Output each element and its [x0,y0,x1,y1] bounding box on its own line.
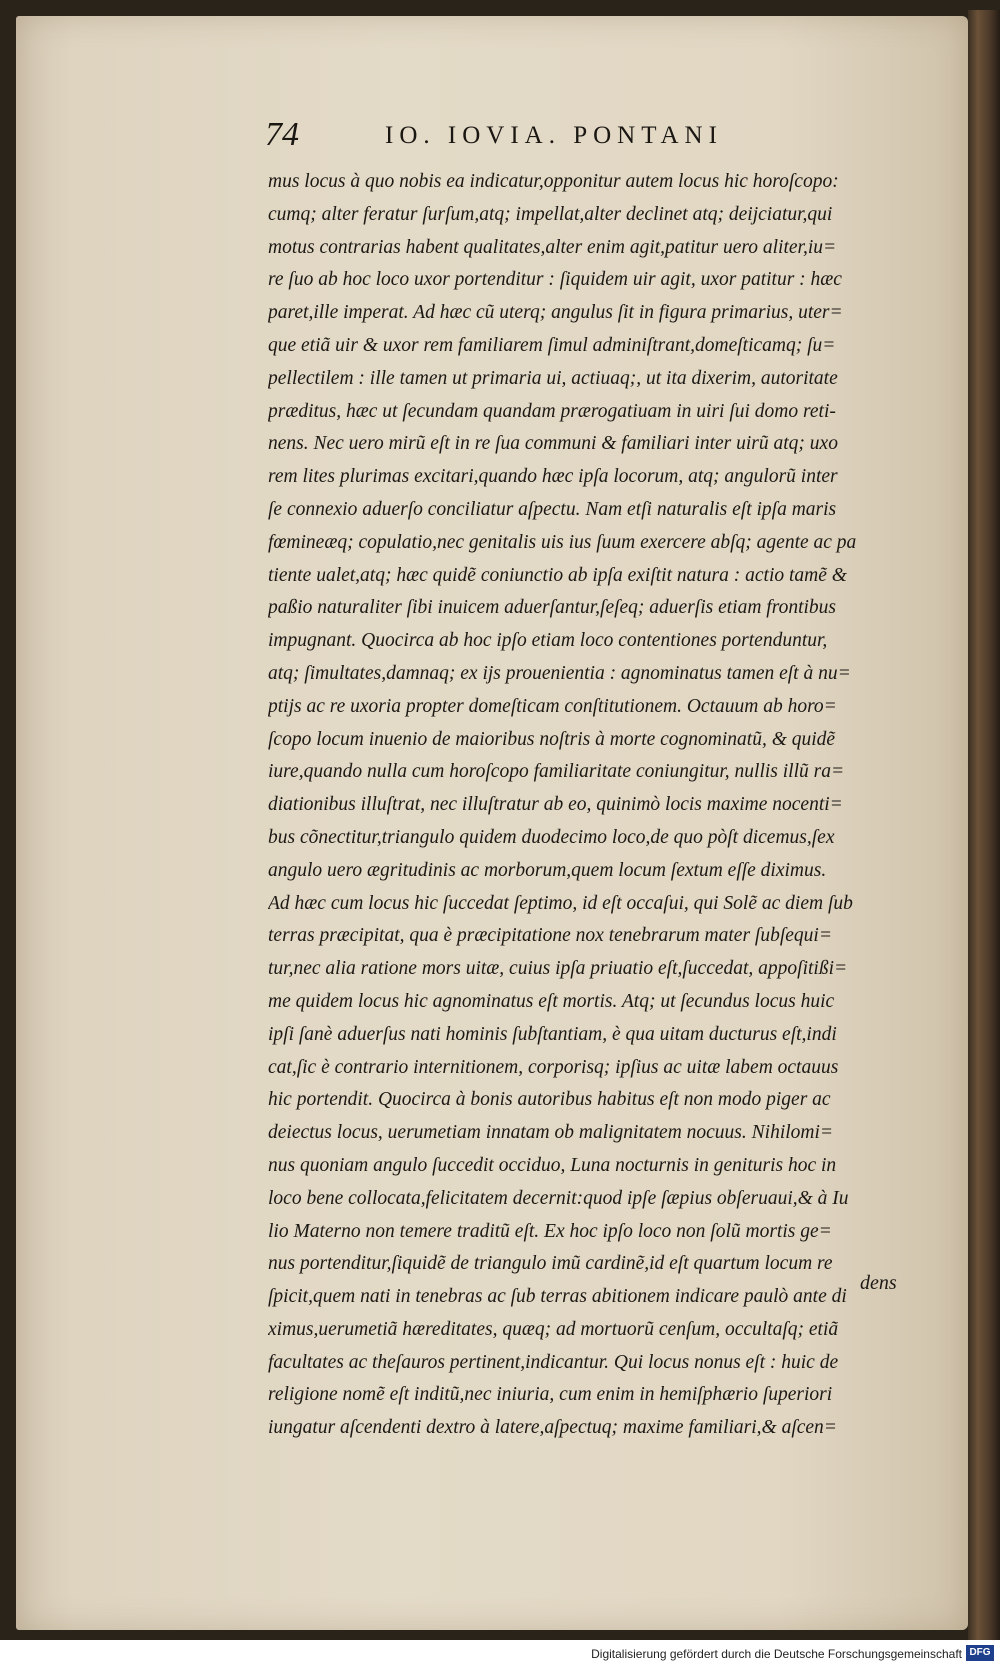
text-line: facultates ac theſauros pertinent,indicantur. Qui locus nonus eſt : huic de [268,1351,839,1373]
text-line: ſpicit,quem nati in tenebras ac ſub terras abitionem indicare paulò ante di [268,1286,847,1308]
page-header [265,116,845,160]
text-line: cat,ſic è contrario internitionem, corporisq; ipſius ac uitæ labem octauus [268,1056,839,1078]
book-edge [968,10,1000,1640]
text-line: paret,ille imperat. Ad hæc cũ uterq; angulus ſit in figura primarius, uter= [268,302,843,324]
text-line: pellectilem : ille tamen ut primaria ui, actiuaq;, ut ita dixerim, autoritate [268,367,838,389]
catchword: dens [860,1272,897,1294]
text-line: nens. Nec uero mirũ eſt in re ſua communi & familiari inter uirũ atq; uxo [268,433,838,455]
text-line: terras præcipitat, qua è præcipitatione nox tenebrarum mater ſubſequi= [268,925,832,947]
dfg-logo: DFG [966,1645,994,1661]
text-line: nus quoniam angulo ſuccedit occiduo, Luna nocturnis in genituris hoc in [268,1154,837,1176]
text-line: atq; ſimultates,damnaq; ex ijs prouenientia : agnominatus tamen eſt à nu= [268,662,851,684]
text-line: me quidem locus hic agnominatus eſt mortis. Atq; ut ſecundus locus huic [268,990,835,1012]
text-line: fœmineæq; copulatio,nec genitalis uis ius ſuum exercere abſq; agente ac pa [268,531,857,553]
text-line: tur,nec alia ratione mors uitæ, cuius ipſa priuatio eſt,ſuccedat, appoſitißi= [268,958,848,980]
text-line: que etiã uir & uxor rem familiarem ſimul adminiſtrant,domeſticamq; ſu= [268,334,836,356]
text-line: deiectus locus, uerumetiam innatam ob malignitatem nocuus. Nihilomi= [268,1122,834,1144]
text-line: bus cõnectitur,triangulo quidem duodecimo loco,de quo pòſt dicemus,ſex [268,826,835,848]
text-line: rem lites plurimas excitari,quando hæc ipſa locorum, atq; angulorũ inter [268,466,838,488]
text-line: lio Materno non temere traditũ eſt. Ex hoc ipſo loco non ſolũ mortis ge= [268,1220,832,1242]
text-line: impugnant. Quocirca ab hoc ipſo etiam loco contentiones portenduntur, [268,630,828,652]
text-line: ſcopo locum inuenio de maioribus noſtris à morte cognominatũ, & quidẽ [268,728,836,750]
footer-credit: Digitalisierung gefördert durch die Deutsche Forschungsgemeinschaft [591,1647,962,1661]
text-line: religione nomẽ eſt inditũ,nec iniuria, cum enim in hemiſphærio ſuperiori [268,1384,833,1406]
text-line: iure,quando nulla cum horoſcopo familiaritate coniungitur, nullis illũ ra= [268,761,845,783]
text-line: angulo uero ægritudinis ac morborum,quem locum ſextum eſſe diximus. [268,859,827,881]
text-line: ptijs ac re uxoria propter domeſticam conſtitutionem. Octauum ab horo= [268,695,837,717]
text-line: hic portendit. Quocirca à bonis autoribus habitus eſt non modo piger ac [268,1089,831,1111]
text-line: paßio naturaliter ſibi inuicem aduerſantur,ſeſeq; aduerſis etiam frontibus [268,597,836,619]
running-head: IO. IOVIA. PONTANI [385,122,723,149]
text-line: ipſi ſanè aduerſus nati hominis ſubſtantiam, è qua uitam ducturus eſt,indi [268,1023,837,1045]
text-line: cumq; alter feratur ſurſum,atq; impellat,alter declinet atq; deijciatur,qui [268,203,833,225]
text-line: diationibus illuſtrat, nec illuſtratur ab eo, quinimò locis maxime nocenti= [268,794,843,816]
text-line: tiente ualet,atq; hæc quidẽ coniunctio ab ipſa exiſtit natura : actio tamẽ & [268,564,847,586]
text-line: ſe connexio aduerſo conciliatur aſpectu. Nam etſi naturalis eſt ipſa maris [268,498,837,520]
text-line: re ſuo ab hoc loco uxor portenditur : ſiquidem uir agit, uxor patitur : hæc [268,269,842,291]
text-line: loco bene collocata,felicitatem decernit:quod ipſe ſæpius obſeruaui,& à Iu [268,1187,849,1209]
text-line: nus portenditur,ſiquidẽ de triangulo imũ cardinẽ,id eſt quartum locum re [268,1253,833,1275]
text-line: ximus,uerumetiã hæreditates, quæq; ad mortuorũ cenſum, occultaſq; etiã [268,1318,839,1340]
text-line: præditus, hæc ut ſecundam quandam prærogatiuam in uiri ſui domo reti- [268,400,836,422]
text-line: motus contrarias habent qualitates,alter enim agit,patitur uero aliter,iu= [268,236,837,258]
text-line: iungatur aſcendenti dextro à latere,aſpectuq; maxime familiari,& aſcen= [268,1417,837,1439]
footer-bar [0,1640,1000,1668]
body-text [268,166,918,1445]
text-line: Ad hæc cum locus hic ſuccedat ſeptimo, id eſt occaſui, qui Solẽ ac diem ſub [268,892,853,914]
page-number: 74 [265,116,299,153]
text-line: mus locus à quo nobis ea indicatur,opponitur autem locus hic horoſcopo: [268,171,839,192]
